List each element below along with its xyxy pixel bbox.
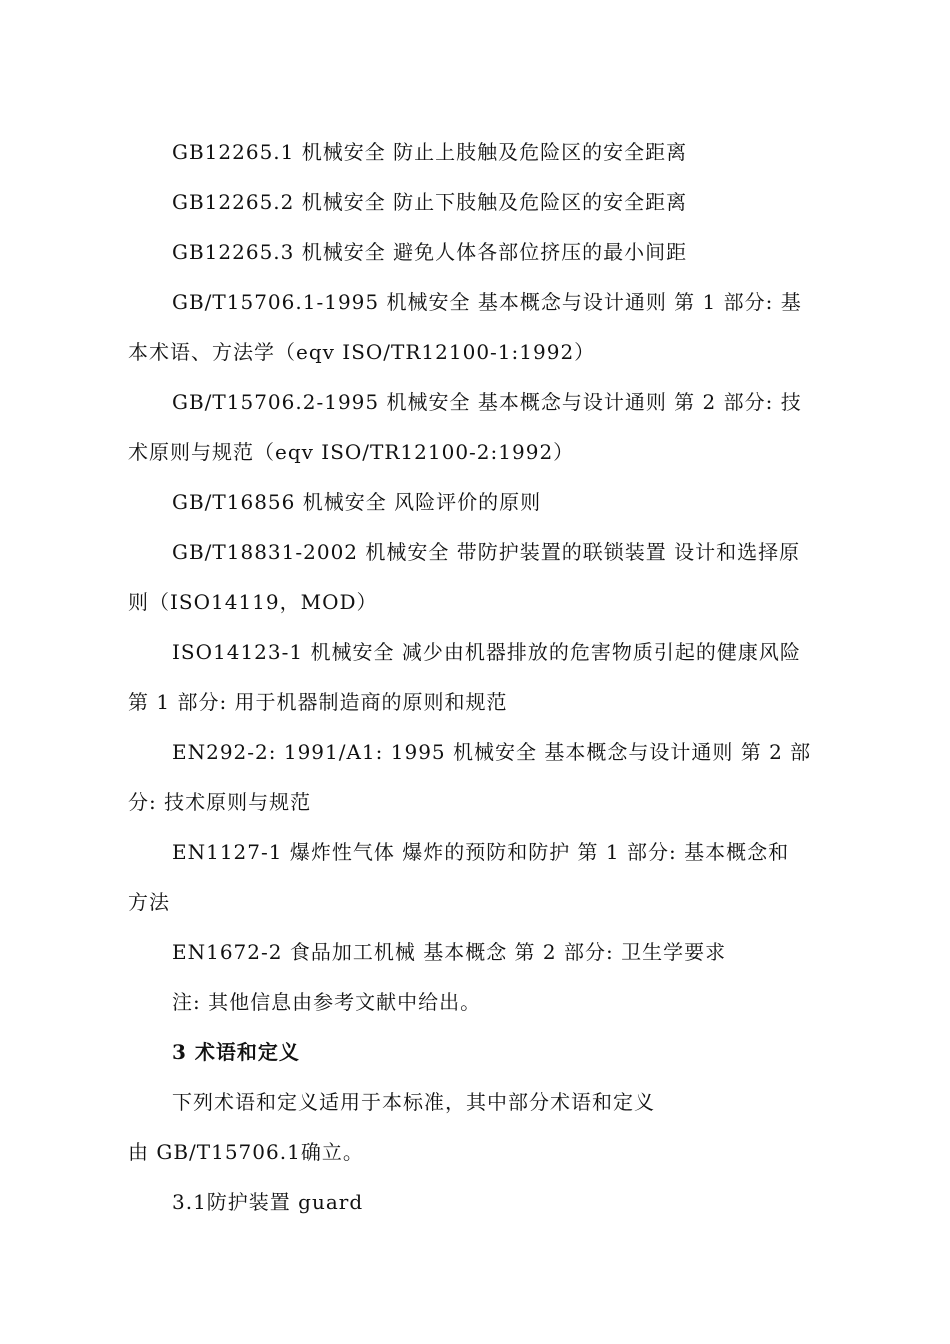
reference-gbt15706-2-line2: 术原则与规范（eqv ISO/TR12100-2:1992） [128, 440, 575, 464]
reference-iso14123-line1: ISO14123-1 机械安全 减少由机器排放的危害物质引起的健康风险 [172, 640, 801, 664]
reference-gbt15706-2-line1: GB/T15706.2-1995 机械安全 基本概念与设计通则 第 2 部分: 技 [172, 390, 802, 414]
note-text: 注: 其他信息由参考文献中给出。 [172, 990, 482, 1014]
reference-gb12265-3: GB12265.3 机械安全 避免人体各部位挤压的最小间距 [172, 240, 688, 264]
reference-iso14123-line2: 第 1 部分: 用于机器制造商的原则和规范 [128, 690, 508, 714]
term-guard: 3.1防护装置 guard [172, 1190, 364, 1214]
reference-gb12265-2: GB12265.2 机械安全 防止下肢触及危险区的安全距离 [172, 190, 688, 214]
reference-en1127-line1: EN1127-1 爆炸性气体 爆炸的预防和防护 第 1 部分: 基本概念和 [172, 840, 790, 864]
reference-gbt18831-line1: GB/T18831-2002 机械安全 带防护装置的联锁装置 设计和选择原 [172, 540, 801, 564]
reference-en1127-line2: 方法 [128, 890, 170, 914]
reference-gbt15706-1-line2: 本术语、方法学（eqv ISO/TR12100-1:1992） [128, 340, 596, 364]
reference-en292-line1: EN292-2: 1991/A1: 1995 机械安全 基本概念与设计通则 第 2 部 [172, 740, 812, 764]
reference-gb12265-1: GB12265.1 机械安全 防止上肢触及危险区的安全距离 [172, 140, 688, 164]
reference-en292-line2: 分: 技术原则与规范 [128, 790, 312, 814]
definition-intro-line1: 下列术语和定义适用于本标准，其中部分术语和定义 [172, 1090, 655, 1114]
reference-gbt18831-line2: 则（ISO14119，MOD） [128, 590, 378, 614]
reference-en1672: EN1672-2 食品加工机械 基本概念 第 2 部分: 卫生学要求 [172, 940, 727, 964]
reference-gbt16856: GB/T16856 机械安全 风险评价的原则 [172, 490, 542, 514]
definition-intro-line2: 由 GB/T15706.1确立。 [128, 1140, 364, 1164]
section-heading: 3 术语和定义 [172, 1040, 300, 1064]
reference-gbt15706-1-line1: GB/T15706.1-1995 机械安全 基本概念与设计通则 第 1 部分: 基 [172, 290, 802, 314]
